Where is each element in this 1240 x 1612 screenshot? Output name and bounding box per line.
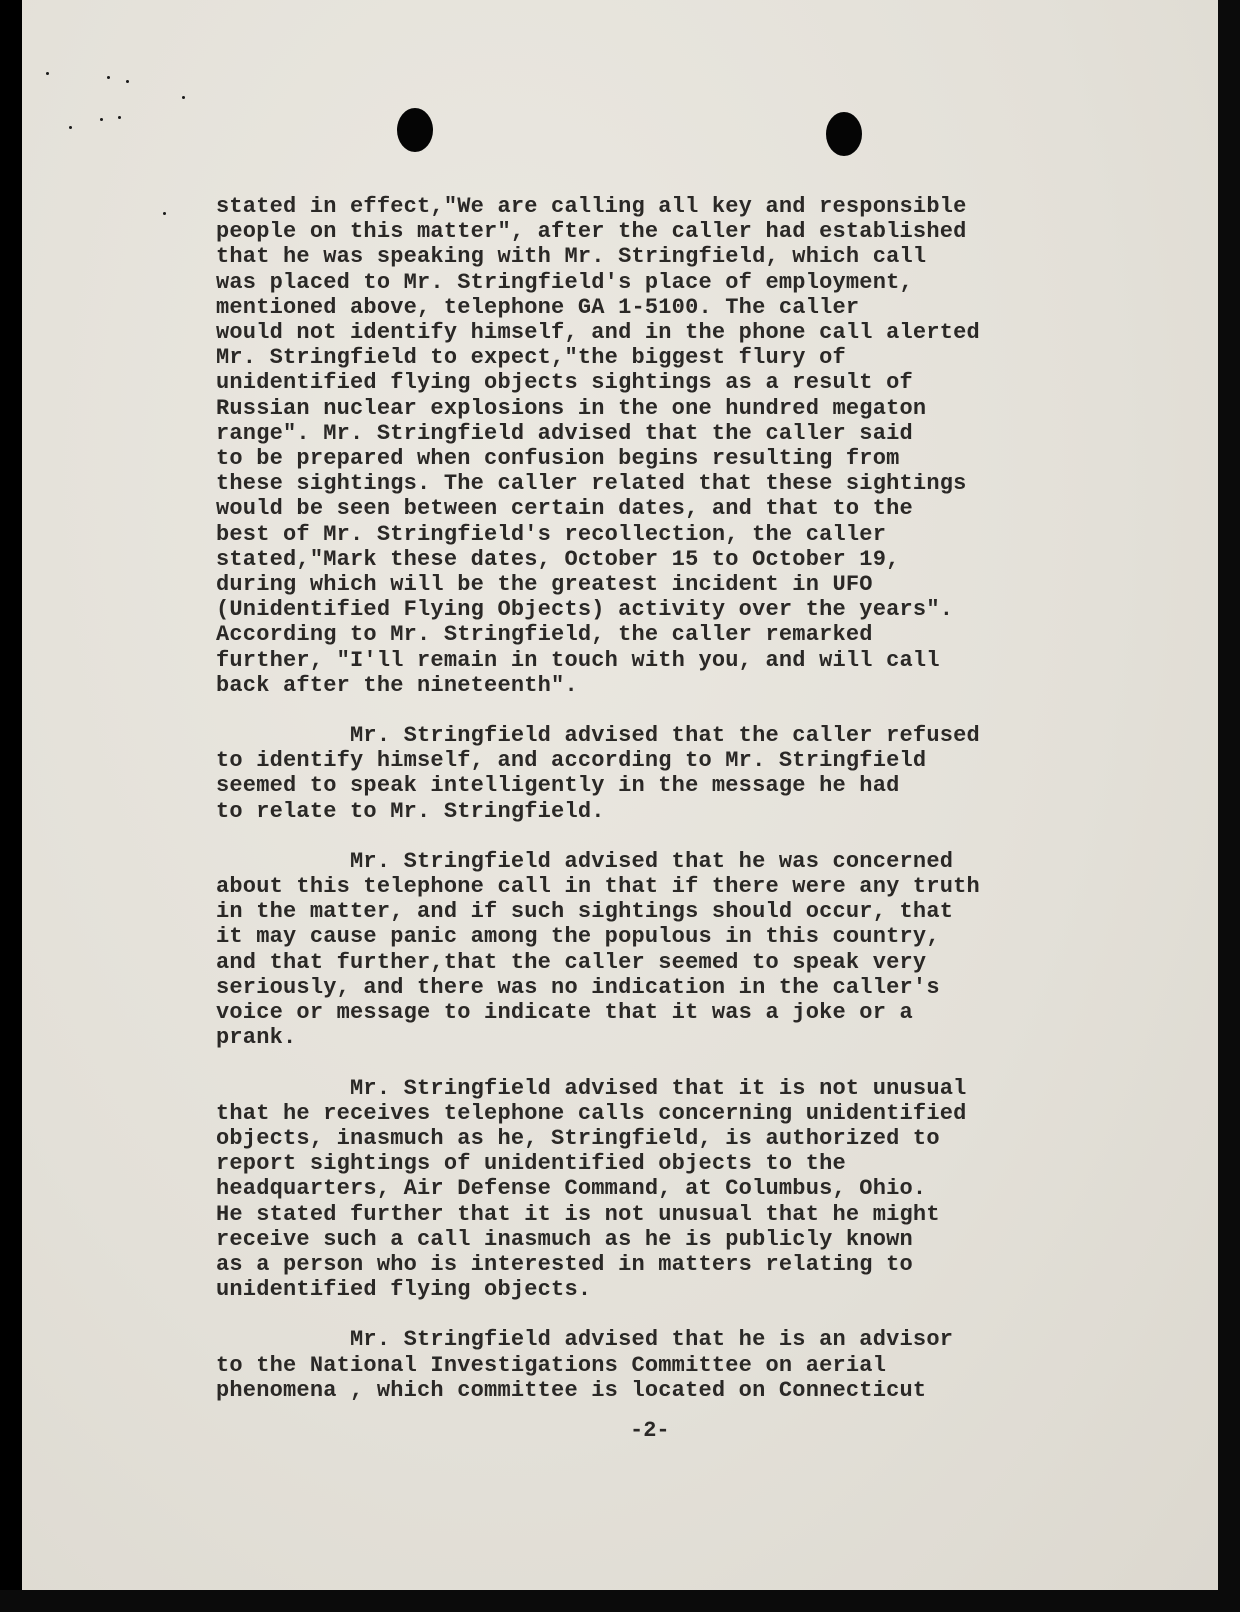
text-line: Mr. Stringfield to expect,"the biggest flury of (216, 345, 846, 371)
text-line: seemed to speak intelligently in the message he had (216, 773, 900, 799)
text-line: these sightings. The caller related that these sightings (216, 471, 967, 497)
text-line: Mr. Stringfield advised that it is not unusual (216, 1075, 967, 1101)
text-line: stated,"Mark these dates, October 15 to October 19, (216, 546, 900, 572)
paper-speck (118, 116, 121, 119)
text-line: would be seen between certain dates, and that to the (216, 496, 913, 522)
paper-speck (69, 126, 72, 129)
text-line: back after the nineteenth". (216, 672, 578, 698)
text-line: would not identify himself, and in the phone call alerted (216, 320, 980, 346)
text-line: unidentified flying objects. (216, 1277, 592, 1303)
scan-border-right (1218, 0, 1240, 1612)
text-line: prank. (216, 1025, 297, 1051)
text-line: about this telephone call in that if there were any truth (216, 874, 980, 900)
text-line: receive such a call inasmuch as he is publicly known (216, 1226, 913, 1252)
document-page (22, 0, 1218, 1590)
paper-speck (100, 118, 103, 121)
scan-border-bottom (0, 1590, 1240, 1612)
text-line: (Unidentified Flying Objects) activity over the years". (216, 597, 954, 623)
text-line: to relate to Mr. Stringfield. (216, 798, 605, 824)
text-line: Mr. Stringfield advised that he is an advisor (216, 1327, 954, 1353)
text-line: range". Mr. Stringfield advised that the caller said (216, 420, 913, 446)
text-line: mentioned above, telephone GA 1-5100. The caller (216, 294, 860, 320)
text-line: was placed to Mr. Stringfield's place of employment, (216, 269, 913, 295)
text-line: Mr. Stringfield advised that the caller refused (216, 723, 980, 749)
text-line: in the matter, and if such sightings should occur, that (216, 899, 954, 925)
page-number: -2- (630, 1418, 670, 1443)
text-line: report sightings of unidentified objects to the (216, 1151, 846, 1177)
text-line: stated in effect,"We are calling all key and responsible (216, 194, 967, 219)
text-line: further, "I'll remain in touch with you, and will call (216, 647, 940, 673)
paper-speck (126, 80, 129, 83)
text-line: to the National Investigations Committee on aerial (216, 1352, 887, 1378)
text-line: that he receives telephone calls concerning unidentified (216, 1100, 967, 1126)
text-line: He stated further that it is not unusual that he might (216, 1201, 940, 1227)
text-line: According to Mr. Stringfield, the caller remarked (216, 622, 873, 648)
paragraph (216, 1327, 1096, 1403)
text-line: it may cause panic among the populous in this country, (216, 924, 940, 950)
text-line: headquarters, Air Defense Command, at Columbus, Ohio. (216, 1176, 927, 1202)
paragraph (216, 1076, 1096, 1303)
text-line: people on this matter", after the caller had established (216, 219, 967, 245)
paper-speck (163, 212, 166, 215)
text-line: voice or message to indicate that it was a joke or a (216, 1000, 913, 1026)
text-line: Mr. Stringfield advised that he was concerned (216, 848, 954, 874)
text-line: Russian nuclear explosions in the one hundred megaton (216, 395, 927, 421)
paragraph (216, 194, 1096, 698)
paper-speck (107, 76, 110, 79)
text-line: to be prepared when confusion begins resulting from (216, 446, 900, 472)
text-line: seriously, and there was no indication in the caller's (216, 974, 940, 1000)
punch-hole (826, 112, 862, 156)
paragraph (216, 849, 1096, 1051)
text-line: unidentified flying objects sightings as a result of (216, 370, 913, 396)
text-line: phenomena , which committee is located on Connecticut (216, 1377, 927, 1403)
paragraph (216, 723, 1096, 824)
document-body (216, 194, 1096, 1403)
text-line: objects, inasmuch as he, Stringfield, is authorized to (216, 1125, 940, 1151)
punch-hole (397, 108, 433, 152)
text-line: to identify himself, and according to Mr. Stringfield (216, 748, 927, 774)
text-line: best of Mr. Stringfield's recollection, the caller (216, 521, 887, 547)
paper-speck (46, 72, 49, 75)
paper-speck (182, 96, 185, 99)
text-line: during which will be the greatest incident in UFO (216, 572, 873, 598)
text-line: and that further,that the caller seemed to speak very (216, 949, 927, 975)
text-line: as a person who is interested in matters relating to (216, 1251, 913, 1277)
text-line: that he was speaking with Mr. Stringfield, which call (216, 244, 927, 270)
